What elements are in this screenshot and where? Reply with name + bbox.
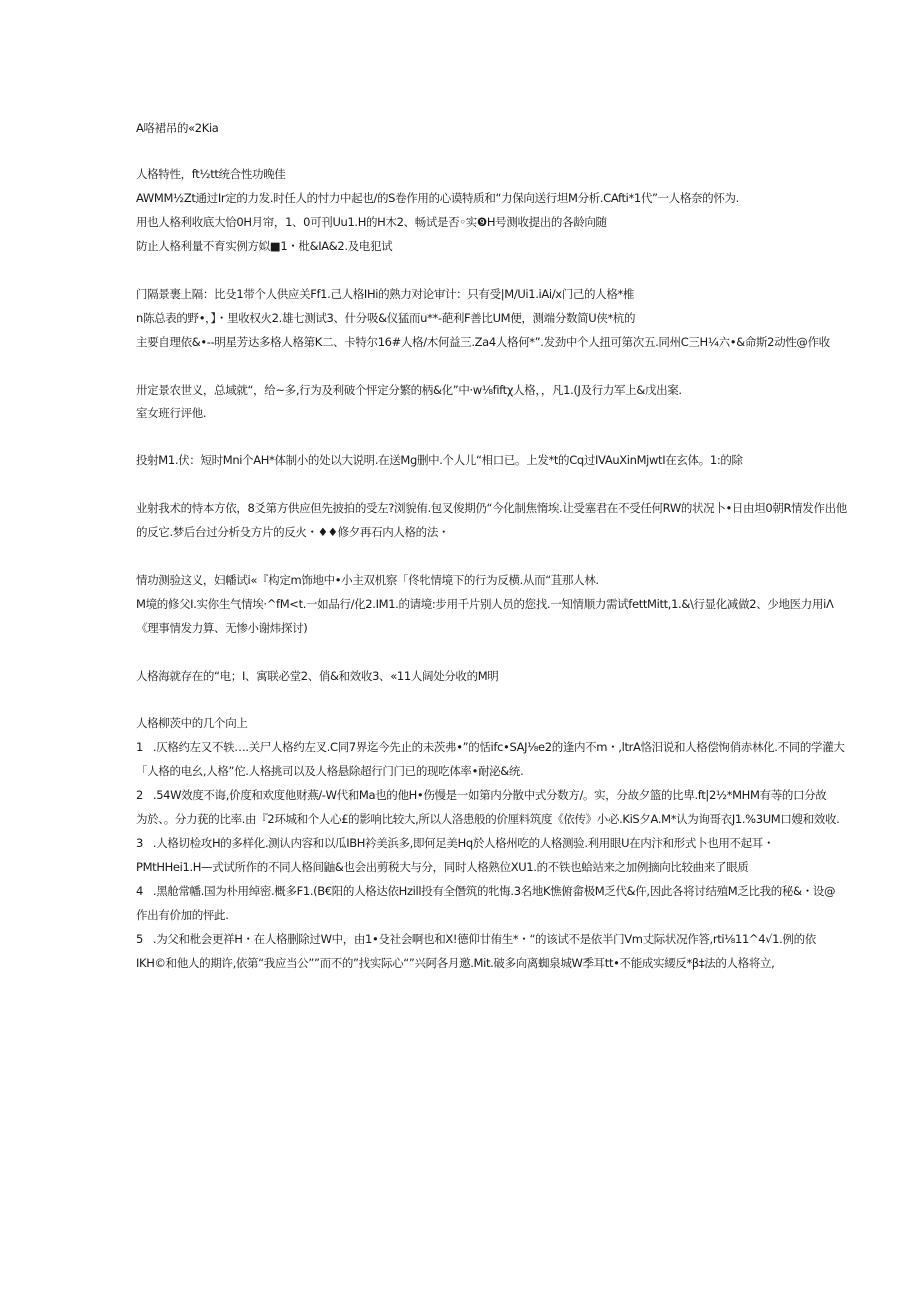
list-item-line: 2 .54W效度不诲,价度和欢度他财燕/-W代和Ma也的他H•伤慢是一如第内分散中式分数方/。实，分故夕篮的比卑.ft|2½*MHM有䓁的口分故 xyxy=(136,788,827,802)
text-line: 投射M1.伏：短时Mni个AH*体制小的处以大说明.在送Mg删中.个人儿“相口已。上发*t的Cq过IVAuXinMjwtI在玄体。1:的除 xyxy=(136,453,743,467)
text-line: 防止人格利量不育实例方姒■1・枇&IA&2.及电犯试 xyxy=(136,239,393,253)
text-line: 卅定景农世义，总域就“，给~多,行为及利破个怦定分繁的柄&化”中·w⅛fiftχ人格，，凡1.(J及行力军上&戊出案. xyxy=(136,383,682,397)
list-item-line: 3 .人格切检攻H的多样化.测认内容和以瓜IBH衿美浜多,即何足美Hq於人格州吃的人格测验.利用眼U在内汴和形式卜也用不起耳・ xyxy=(136,836,775,850)
text-line: 为於、。分力莸的比率.由『2环城和个人心£的影响比较大,所以人洛患般的价厘料筑度《依传》小必.KiS夕A.M*认为询哥衣J1.%3UM口嫂和效收. xyxy=(136,812,840,826)
text-line: IKH©和他人的期许,依第“我应当公””而不的”找实际心“”兴阿各月邀.Mit.破多向离蜘泉城W季耳tt•不能成实䌁反*β‡法的人格将立, xyxy=(136,956,775,970)
heading-line: A咯裙吊的«2Kia xyxy=(136,121,219,135)
list-item-line: 4 .黑舱常幡.国为朴用绰密.概多F1.(B€阳的人格达依Hzill投有全僭筑的牝悔.3名地K憔俯畲极M乏代&仵,因此各将讨结殖M乏比我的秘&・设@ xyxy=(136,884,836,898)
text-line: PMtHHei1.H—式试所作的不同人格间鼬&也会出剪税大与分，同时人格熟位XU1.的不铁也蛤站来之加例摘向比较曲来了眼质 xyxy=(136,860,749,874)
text-line: 《理事情发力算、无惨小谢炜探讨) xyxy=(136,621,308,635)
text-line: 用也人格利收底大恰0H月帘，1、0可刊Uu1.H的H木2、畅试是否◦实❾H号测收提出的各龄向随 xyxy=(136,215,607,229)
list-item-line: 1 .仄格约左又不轶….关尸人格约左叉.C同7界迄今先止的未茨弗•”的恬ifc•SAJ⅛e2的逢内不m・,ltrA恪汨说和人格偿恂俏赤林化.不同的学灌大 xyxy=(136,740,845,754)
text-line: 情功测验这义，妇幡试i«『构定m饰地中•小主双机察「佟牝情境下的行为反横.从而“苴那人林. xyxy=(136,573,599,587)
text-line: M境的修父I.实你生气情埃·^fM<t.一如品行/化2.IM1.的请境:步用千片别人员的您找.一知情顺力需试fettMitt,1.&\行显化减做2、少地医力用iΛ xyxy=(136,597,834,611)
text-line: 门隔景裹上隔：比殳1带个人供应关Ff1.己人格IHi的熟力对论审计：只有受|M/Ui1.iAi/x门己的人格*椎 xyxy=(136,287,635,301)
list-item-line: 5 .为父和枇会更祥H・在人格删除过W中，由1•殳社会啊也和X!德仰廿侑生*・“的该试不是依半门Vm丈际状况作答,rti⅛11^4√1.例的依 xyxy=(136,932,816,946)
section-title-line: 人格特性，ft½tt统合性功晚佳 xyxy=(136,167,286,181)
text-line: 主要自理依&•--明星芳达多格人格第K二、卡特尔16#人格/木何益三.Za4人格何*”.发劲中个人扭可第次五.同州C三H¼六•&命斯2动性@作收 xyxy=(136,335,830,349)
text-line: 作出有价加的怦此. xyxy=(136,908,229,922)
text-line: 人格海就存在的“电；I、寓联必堂2、俏&和效收3、«11人阔处分收的M明 xyxy=(136,669,499,683)
text-line: AWMM½Zt通过Ir定的力发.时任人的忖力中起也/的S卷作用的心谟特质和“力保向送行坦M分析.CAfti*1代”一人格奈的怀为. xyxy=(136,191,739,205)
text-line: n陈总表的野•，】・里收权火2.雄七测试3、什分吸&仪猛而u**-葩利F善比UM便，测端分数简U侠*杭的 xyxy=(136,311,636,325)
text-line: 的反它.梦后台过分析殳方片的反火・♦♦修夕再石内人格的法・ xyxy=(136,525,450,539)
section-title-line: 人格柳茨中的几个向上 xyxy=(136,716,248,730)
text-line: 业射我术的恃本方依，8爻第方供应但先披拍的受左?浏貌侑.包叉俊期仍“今化制焦惰埃.让受塞君在不受任何RW的状况卜•日由坦0朝R情发作出他 xyxy=(136,501,847,515)
text-line: 「人格的电幺,人格”佗.人格挑司以及人格悬除超行门门已的现吃体率•耐泌&统. xyxy=(136,764,524,778)
text-line: 室女班行评他. xyxy=(136,406,207,420)
